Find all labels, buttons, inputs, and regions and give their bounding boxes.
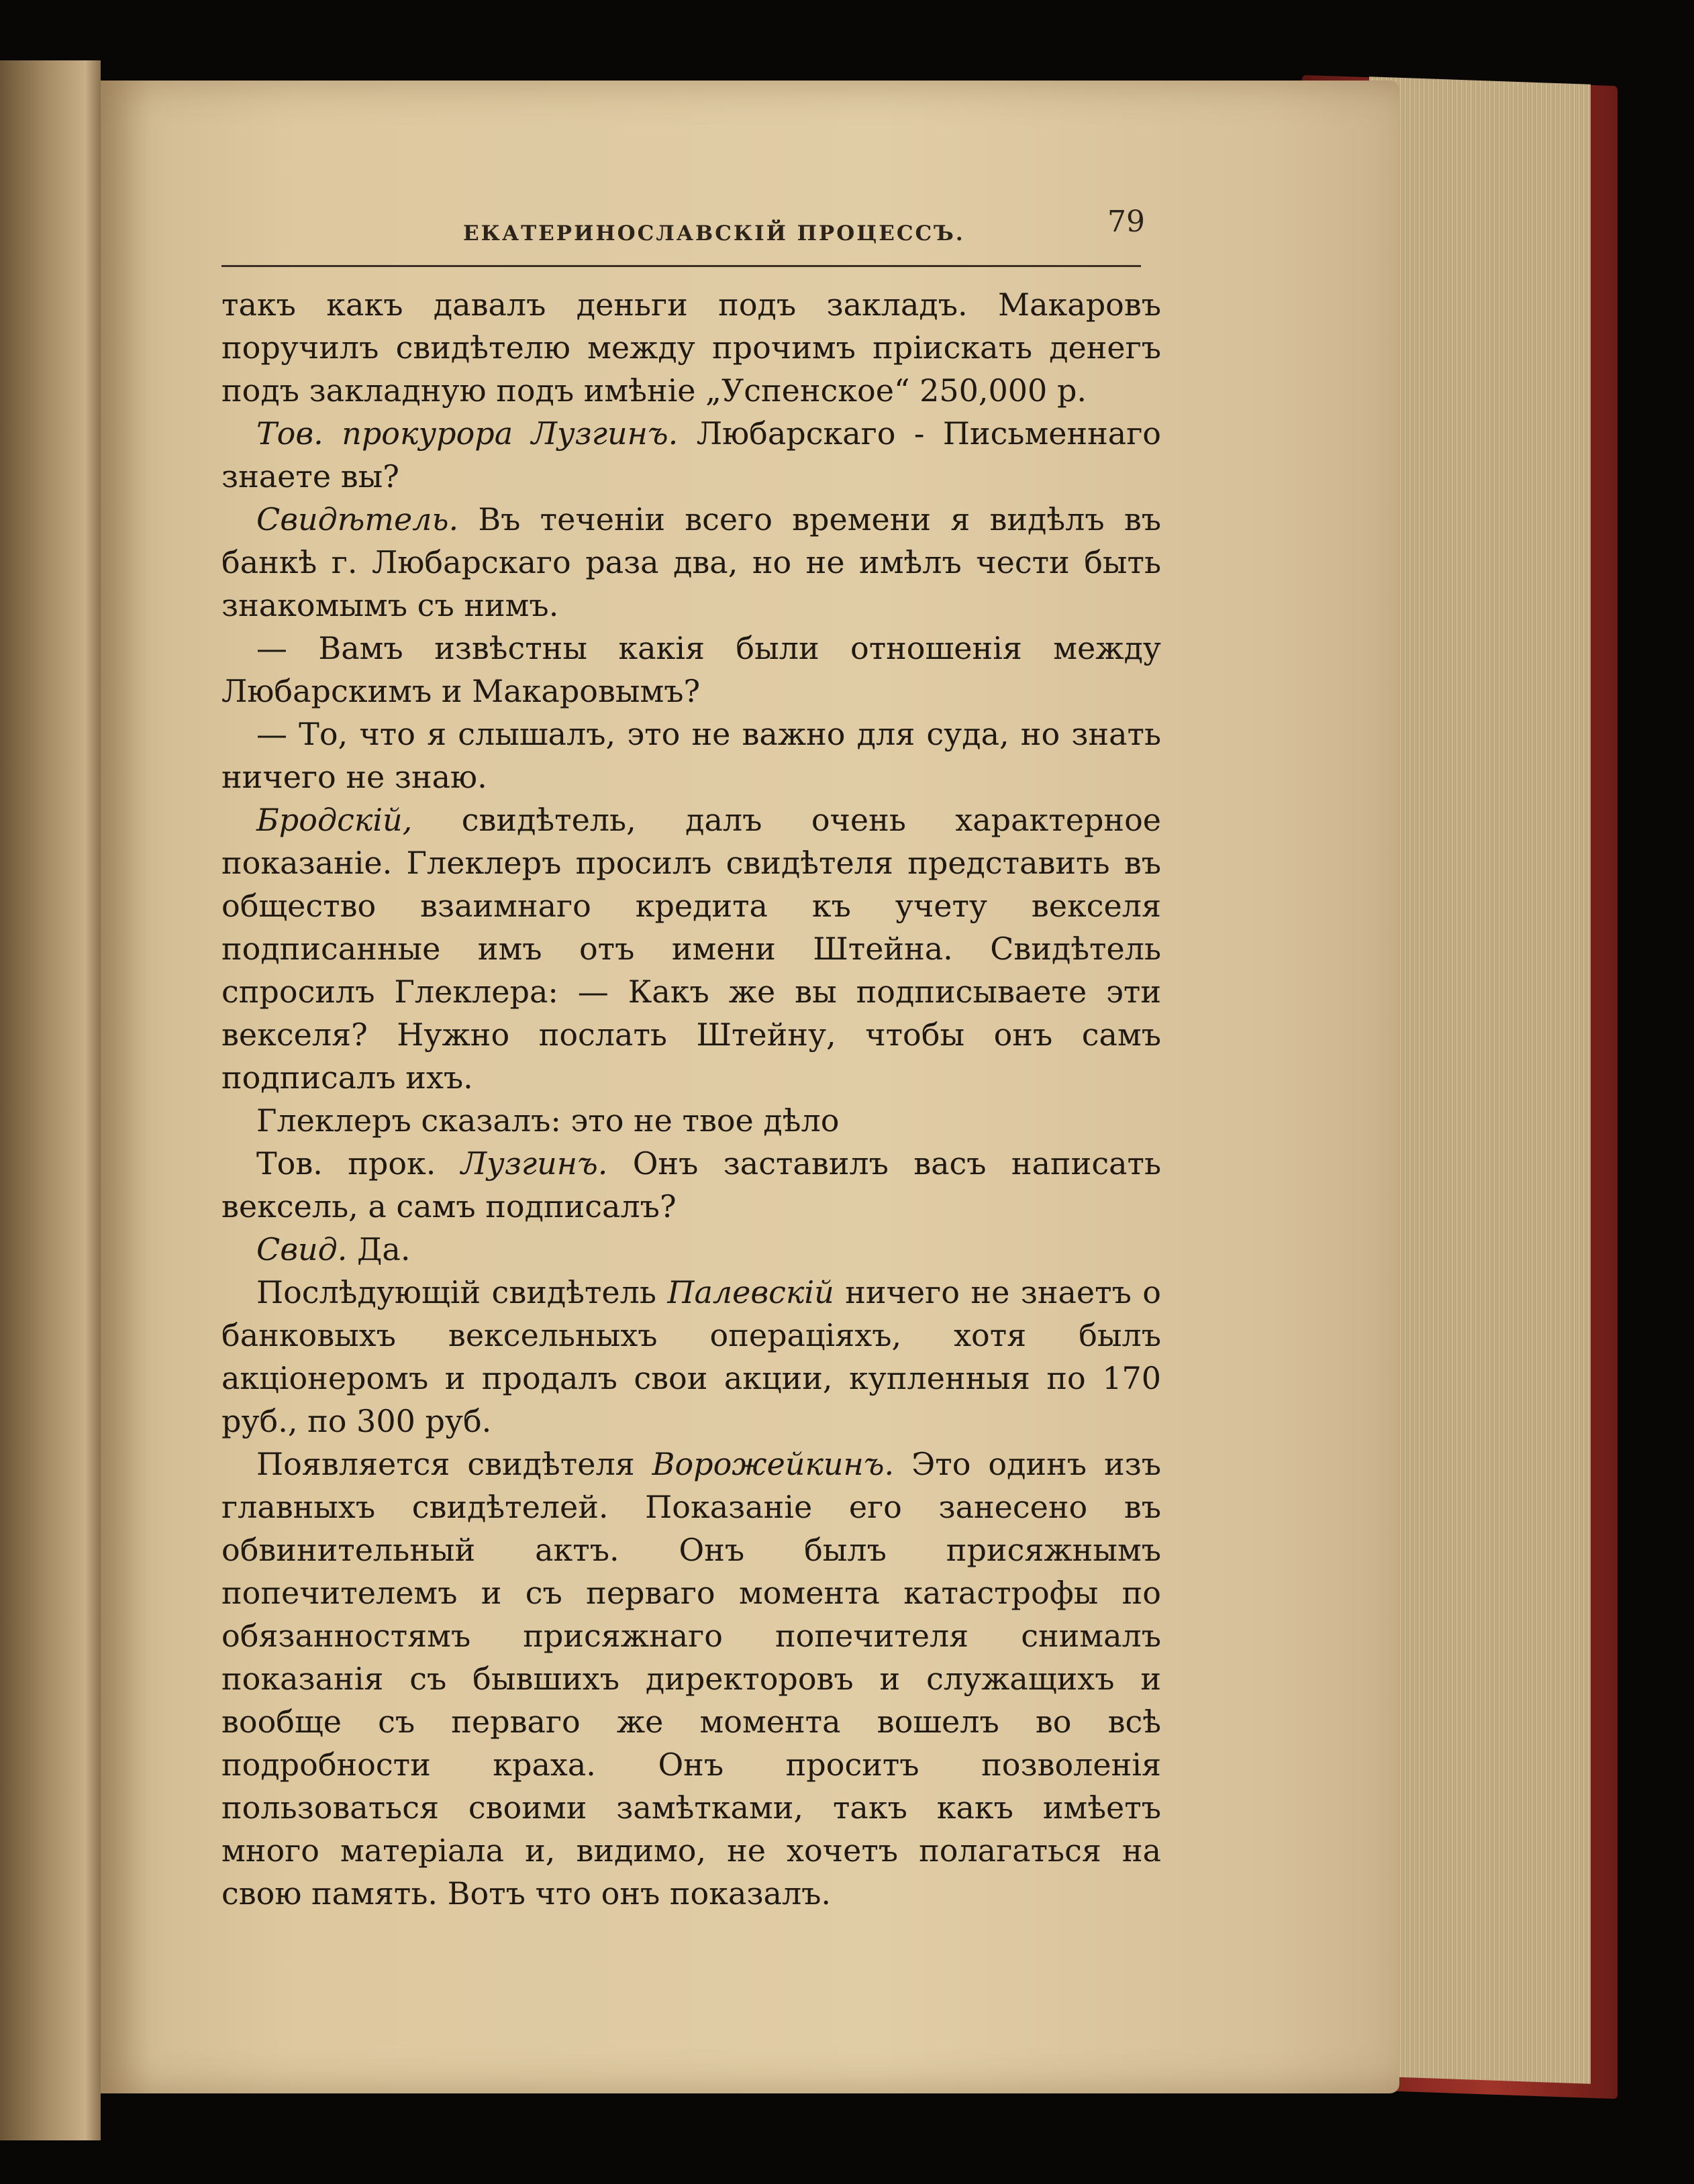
paragraph-11: Появляется свидѣтеля Ворожейкинъ. Это одинъ изъ главныхъ свидѣтелей. Показанiе его занесено въ обвинительный актъ. Онъ былъ присяжнымъ попечителемъ и съ перваго момента катастрофы по обязанностямъ присяжнаго попечителя снималъ показанiя съ бывшихъ директоровъ и служащихъ и вообще съ перваго же момента вошелъ во всѣ подробности краха. Онъ проситъ позволенiя пользоваться своими замѣтками, такъ какъ имѣетъ много матерiала и, видимо, не хочетъ полагаться на свою память. Вотъ что онъ показалъ. <box>221 1446 1161 1912</box>
paragraph-6: Бродскiй, свидѣтель, далъ очень характерное показанiе. Глеклеръ просилъ свидѣтеля представить въ общество взаимнаго кредита къ учету векселя подписанные имъ отъ имени Штейна. Свидѣтель спросилъ Глеклера: — Какъ же вы подписываете эти векселя? Нужно послать Штейну, чтобы онъ самъ подписалъ ихъ. <box>221 802 1161 1096</box>
page-edges <box>1369 76 1591 2084</box>
paragraph-1: такъ какъ давалъ деньги подъ закладъ. Макаровъ поручилъ свидѣтелю между прочимъ прiискать денегъ подъ закладную подъ имѣнiе „Успенское“ 250,000 р. <box>221 287 1161 409</box>
speaker: Свидѣтель. <box>256 501 459 537</box>
speaker: Ворожейкинъ. <box>652 1446 895 1482</box>
paragraph-9: Свид. Да. <box>256 1231 411 1267</box>
body-text <box>221 283 1161 1915</box>
page-number: 79 <box>1107 205 1145 239</box>
speaker: Палевскiй <box>667 1274 834 1310</box>
paragraph-7: Глеклеръ сказалъ: это не твое дѣло <box>256 1102 840 1139</box>
speaker: Тов. прокурора Лузгинъ. <box>256 415 679 452</box>
paragraph-2: Тов. прокурора Лузгинъ. Любарскаго - Письменнаго знаете вы? <box>221 415 1162 495</box>
left-page-edge <box>0 60 101 2140</box>
speaker: Свид. <box>256 1231 348 1267</box>
paragraph-8: Тов. прок. Лузгинъ. Онъ заставилъ васъ написать вексель, а самъ подписалъ? <box>221 1145 1161 1225</box>
speaker: Лузгинъ. <box>460 1145 608 1182</box>
speaker: Бродскiй, <box>256 802 413 838</box>
paragraph-3: Свидѣтель. Въ теченiи всего времени я видѣлъ въ банкѣ г. Любарскаго раза два, но не имѣлъ чести быть знакомымъ съ нимъ. <box>221 501 1161 623</box>
running-header: ЕКАТЕРИНОСЛАВСКІЙ ПРОЦЕССЪ. <box>463 221 965 246</box>
paragraph-4: — Вамъ извѣстны какiя были отношенiя между Любарскимъ и Макаровымъ? <box>221 630 1161 709</box>
paragraph-10: Послѣдующiй свидѣтель Палевскiй ничего не знаетъ о банковыхъ вексельныхъ операцiяхъ, хотя былъ акцiонеромъ и продалъ свои акции, купленныя по 170 руб., по 300 руб. <box>221 1274 1161 1439</box>
header-rule <box>221 265 1141 267</box>
paragraph-5: — То, что я слышалъ, это не важно для суда, но знать ничего не знаю. <box>221 716 1161 795</box>
